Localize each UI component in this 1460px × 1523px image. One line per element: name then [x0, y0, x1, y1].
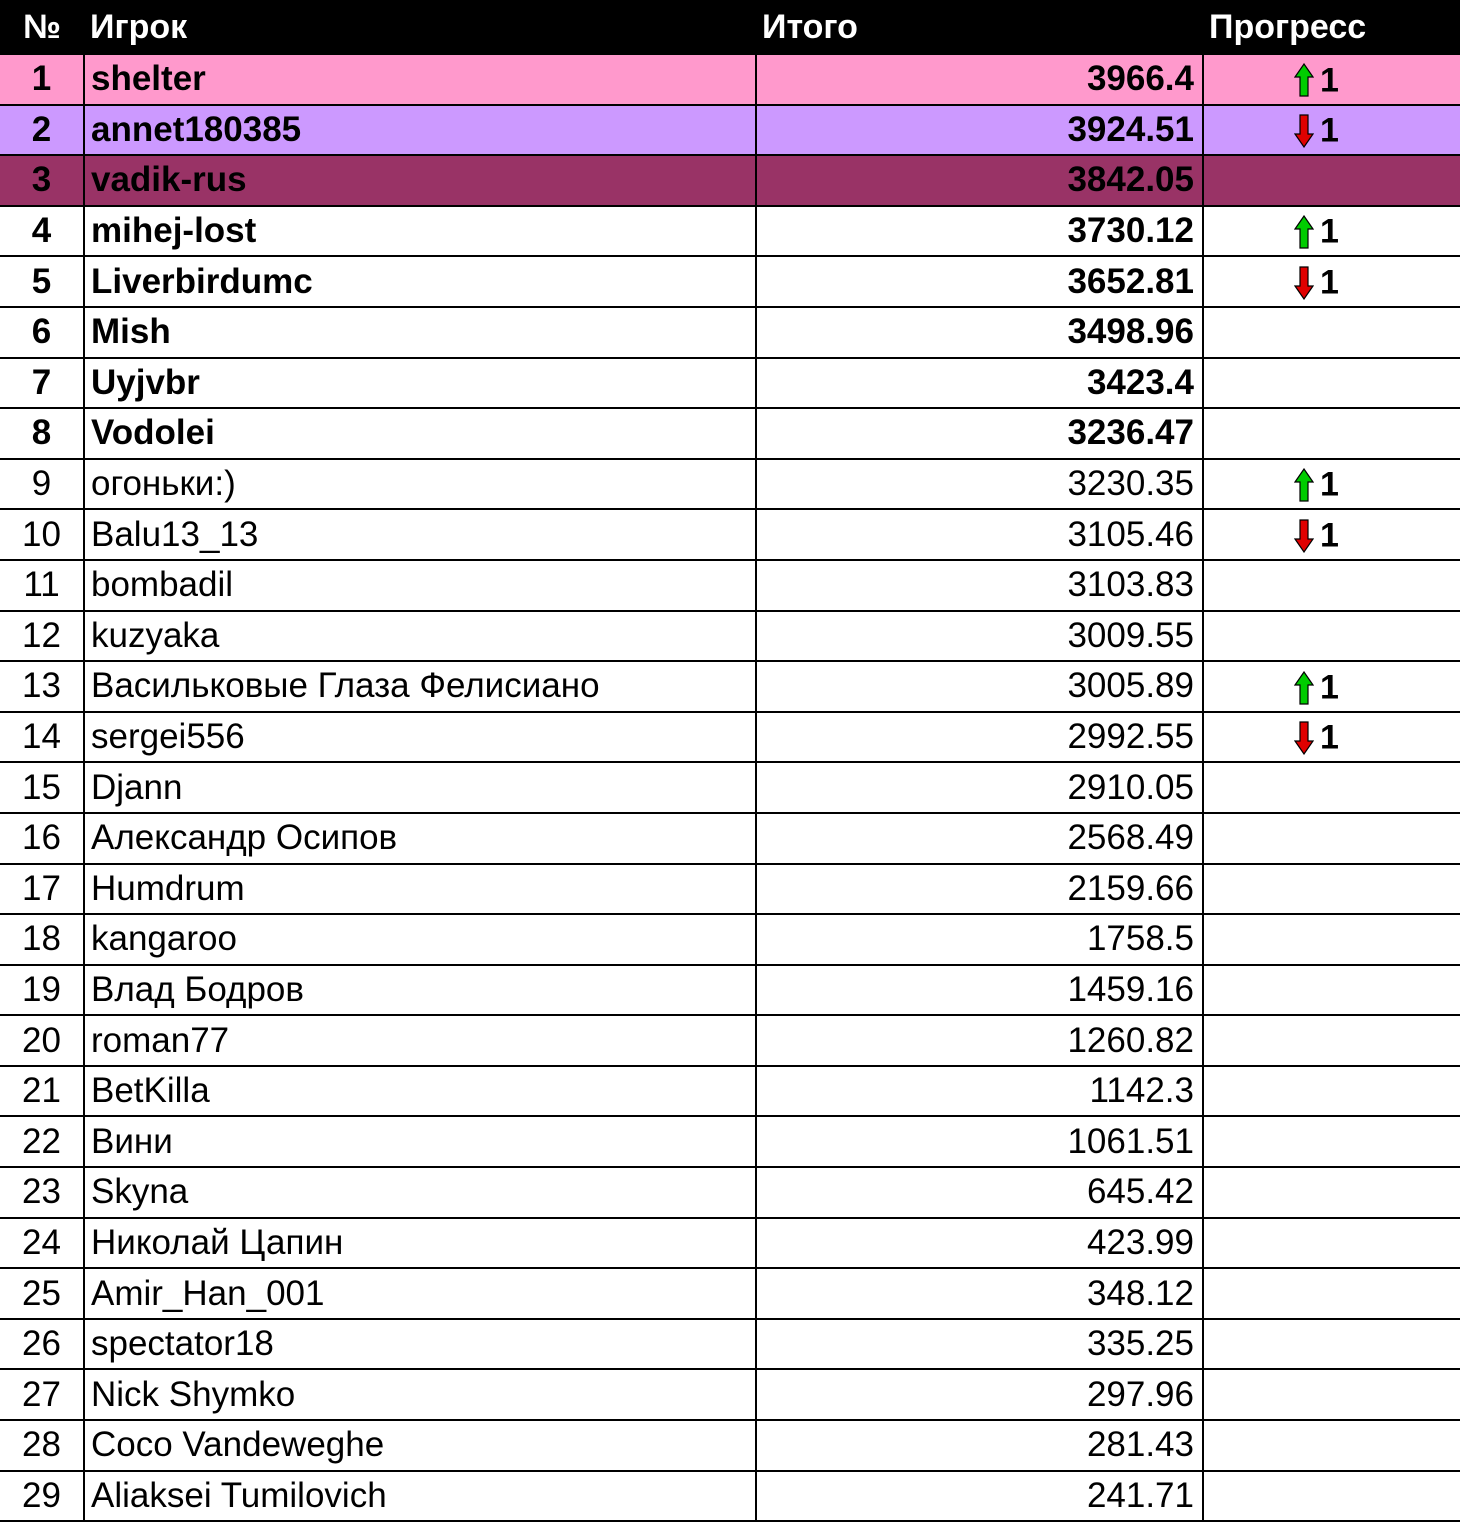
player-cell: mihej-lost	[84, 206, 756, 257]
progress-cell	[1203, 1268, 1460, 1319]
total-cell: 1061.51	[756, 1116, 1203, 1167]
progress-cell	[1203, 1218, 1460, 1269]
rank-cell: 27	[0, 1369, 84, 1420]
total-cell: 3924.51	[756, 105, 1203, 156]
rank-cell: 23	[0, 1167, 84, 1218]
progress-cell	[1203, 661, 1460, 712]
total-cell: 3005.89	[756, 661, 1203, 712]
table-row	[0, 1116, 1460, 1167]
player-cell: Amir_Han_001	[84, 1268, 756, 1319]
table-row	[0, 914, 1460, 965]
progress-cell	[1203, 1116, 1460, 1167]
total-cell: 281.43	[756, 1420, 1203, 1471]
table-row	[0, 813, 1460, 864]
rank-cell: 6	[0, 307, 84, 358]
total-cell: 1260.82	[756, 1015, 1203, 1066]
progress-cell	[1203, 1420, 1460, 1471]
table-row	[0, 1218, 1460, 1269]
total-cell: 3105.46	[756, 509, 1203, 560]
arrow-down-icon	[1294, 721, 1314, 755]
total-cell: 2992.55	[756, 712, 1203, 763]
total-cell: 3730.12	[756, 206, 1203, 257]
rank-cell: 12	[0, 611, 84, 662]
table-row	[0, 712, 1460, 763]
player-cell: roman77	[84, 1015, 756, 1066]
arrow-up-icon	[1294, 468, 1314, 502]
header-total: Итого	[756, 0, 1203, 55]
total-cell: 3230.35	[756, 459, 1203, 510]
total-cell: 3009.55	[756, 611, 1203, 662]
progress-cell	[1203, 762, 1460, 813]
progress-cell	[1203, 813, 1460, 864]
total-cell: 1758.5	[756, 914, 1203, 965]
table-row	[0, 408, 1460, 459]
rank-cell: 14	[0, 712, 84, 763]
progress-cell	[1203, 1167, 1460, 1218]
progress-cell	[1203, 965, 1460, 1016]
total-cell: 3236.47	[756, 408, 1203, 459]
rank-cell: 22	[0, 1116, 84, 1167]
progress-value: 1	[1320, 516, 1339, 555]
player-cell: kangaroo	[84, 914, 756, 965]
progress-value: 1	[1320, 263, 1339, 302]
arrow-up-icon	[1294, 63, 1314, 97]
total-cell: 423.99	[756, 1218, 1203, 1269]
table-row	[0, 965, 1460, 1016]
progress-cell	[1203, 459, 1460, 510]
progress-cell	[1203, 1015, 1460, 1066]
player-cell: vadik-rus	[84, 155, 756, 206]
header-num: №	[0, 0, 84, 55]
progress-cell	[1203, 1319, 1460, 1370]
rank-cell: 2	[0, 105, 84, 156]
rank-cell: 8	[0, 408, 84, 459]
progress-cell	[1203, 155, 1460, 206]
player-cell: Nick Shymko	[84, 1369, 756, 1420]
table-row	[0, 307, 1460, 358]
rank-cell: 19	[0, 965, 84, 1016]
player-cell: annet180385	[84, 105, 756, 156]
total-cell: 297.96	[756, 1369, 1203, 1420]
progress-cell	[1203, 206, 1460, 257]
rank-cell: 26	[0, 1319, 84, 1370]
player-cell: Humdrum	[84, 864, 756, 915]
progress-cell	[1203, 307, 1460, 358]
progress-cell	[1203, 408, 1460, 459]
player-cell: Вини	[84, 1116, 756, 1167]
total-cell: 2159.66	[756, 864, 1203, 915]
total-cell: 348.12	[756, 1268, 1203, 1319]
total-cell: 3652.81	[756, 256, 1203, 307]
total-cell: 3842.05	[756, 155, 1203, 206]
total-cell: 241.71	[756, 1471, 1203, 1522]
table-row	[0, 1167, 1460, 1218]
header-player: Игрок	[84, 0, 756, 55]
player-cell: Uyjvbr	[84, 358, 756, 409]
rank-cell: 17	[0, 864, 84, 915]
total-cell: 3103.83	[756, 560, 1203, 611]
table-row	[0, 1319, 1460, 1370]
rank-cell: 29	[0, 1471, 84, 1522]
progress-value: 1	[1320, 111, 1339, 150]
player-cell: Coco Vandeweghe	[84, 1420, 756, 1471]
progress-value: 1	[1320, 668, 1339, 707]
progress-cell	[1203, 864, 1460, 915]
standings-body	[0, 55, 1460, 1521]
total-cell: 2568.49	[756, 813, 1203, 864]
table-row	[0, 560, 1460, 611]
rank-cell: 28	[0, 1420, 84, 1471]
table-row	[0, 762, 1460, 813]
rank-cell: 15	[0, 762, 84, 813]
table-row	[0, 1015, 1460, 1066]
total-cell: 1459.16	[756, 965, 1203, 1016]
progress-cell	[1203, 105, 1460, 156]
progress-cell	[1203, 914, 1460, 965]
total-cell: 645.42	[756, 1167, 1203, 1218]
progress-cell	[1203, 712, 1460, 763]
player-cell: Djann	[84, 762, 756, 813]
table-row	[0, 611, 1460, 662]
player-cell: Николай Цапин	[84, 1218, 756, 1269]
table-row	[0, 206, 1460, 257]
rank-cell: 1	[0, 55, 84, 105]
progress-value: 1	[1320, 718, 1339, 757]
player-cell: Balu13_13	[84, 509, 756, 560]
player-cell: Васильковые Глаза Фелисиано	[84, 661, 756, 712]
player-cell: spectator18	[84, 1319, 756, 1370]
player-cell: Liverbirdumc	[84, 256, 756, 307]
rank-cell: 9	[0, 459, 84, 510]
arrow-up-icon	[1294, 215, 1314, 249]
table-row	[0, 1066, 1460, 1117]
progress-cell	[1203, 1369, 1460, 1420]
progress-value: 1	[1320, 60, 1339, 99]
rank-cell: 13	[0, 661, 84, 712]
rank-cell: 16	[0, 813, 84, 864]
player-cell: огоньки:)	[84, 459, 756, 510]
total-cell: 3966.4	[756, 55, 1203, 105]
rank-cell: 10	[0, 509, 84, 560]
table-row	[0, 1268, 1460, 1319]
player-cell: Aliaksei Tumilovich	[84, 1471, 756, 1522]
player-cell: Vodolei	[84, 408, 756, 459]
rank-cell: 18	[0, 914, 84, 965]
rank-cell: 11	[0, 560, 84, 611]
rank-cell: 21	[0, 1066, 84, 1117]
player-cell: kuzyaka	[84, 611, 756, 662]
rank-cell: 20	[0, 1015, 84, 1066]
arrow-down-icon	[1294, 519, 1314, 553]
rank-cell: 3	[0, 155, 84, 206]
table-row	[0, 864, 1460, 915]
progress-cell	[1203, 560, 1460, 611]
table-row	[0, 55, 1460, 105]
player-cell: Skyna	[84, 1167, 756, 1218]
table-row	[0, 1369, 1460, 1420]
header-row	[0, 0, 1460, 55]
progress-cell	[1203, 358, 1460, 409]
progress-cell	[1203, 1471, 1460, 1522]
progress-value: 1	[1320, 465, 1339, 504]
table-row	[0, 661, 1460, 712]
table-row	[0, 105, 1460, 156]
table-row	[0, 1471, 1460, 1522]
rank-cell: 25	[0, 1268, 84, 1319]
rank-cell: 5	[0, 256, 84, 307]
total-cell: 2910.05	[756, 762, 1203, 813]
arrow-down-icon	[1294, 266, 1314, 300]
rank-cell: 24	[0, 1218, 84, 1269]
player-cell: BetKilla	[84, 1066, 756, 1117]
player-cell: Mish	[84, 307, 756, 358]
arrow-down-icon	[1294, 114, 1314, 148]
progress-cell	[1203, 256, 1460, 307]
player-cell: shelter	[84, 55, 756, 105]
progress-cell	[1203, 509, 1460, 560]
rank-cell: 4	[0, 206, 84, 257]
header-progress: Прогресс	[1203, 0, 1460, 55]
total-cell: 335.25	[756, 1319, 1203, 1370]
total-cell: 1142.3	[756, 1066, 1203, 1117]
table-row	[0, 256, 1460, 307]
table-row	[0, 459, 1460, 510]
table-row	[0, 155, 1460, 206]
arrow-up-icon	[1294, 671, 1314, 705]
progress-cell	[1203, 55, 1460, 105]
player-cell: Александр Осипов	[84, 813, 756, 864]
player-cell: sergei556	[84, 712, 756, 763]
progress-cell	[1203, 1066, 1460, 1117]
progress-cell	[1203, 611, 1460, 662]
player-cell: bombadil	[84, 560, 756, 611]
table-row	[0, 509, 1460, 560]
total-cell: 3498.96	[756, 307, 1203, 358]
rank-cell: 7	[0, 358, 84, 409]
player-cell: Влад Бодров	[84, 965, 756, 1016]
progress-value: 1	[1320, 212, 1339, 251]
table-row	[0, 358, 1460, 409]
table-row	[0, 1420, 1460, 1471]
total-cell: 3423.4	[756, 358, 1203, 409]
